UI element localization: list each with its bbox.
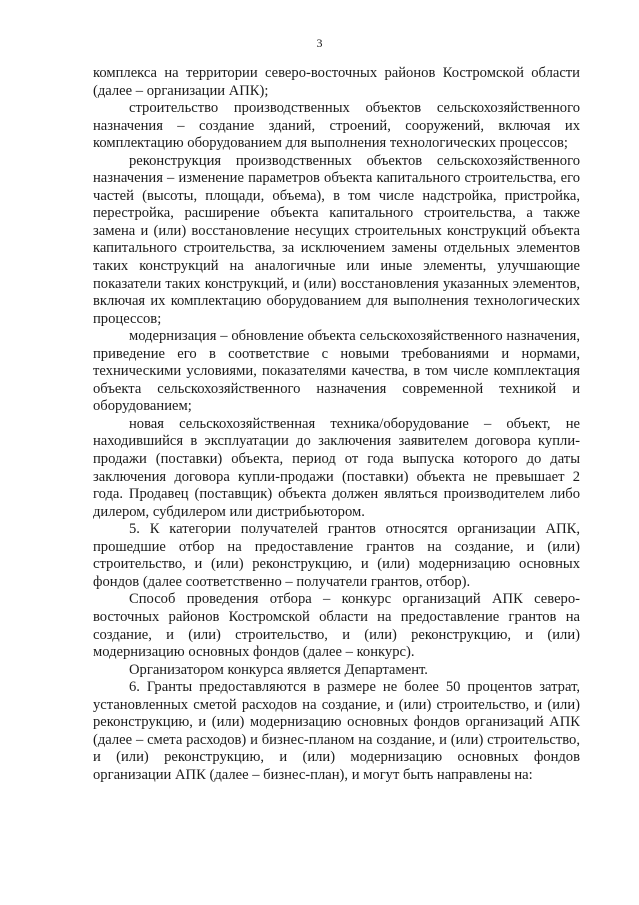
- paragraph-contest-organizer: Организатором конкурса является Департамент.: [129, 661, 428, 678]
- page-number: 3: [316, 36, 323, 50]
- paragraph-definition-reconstruction: реконструкция производственных объектов сельскохозяйственного назначения – изменение параметров объекта капитального строительства, его частей (высоты, площади, объема), в том числе надстройка, пристройка, перестройка, расширение объекта капитального строительства, а также замена и (или) восстановление несущих строительных конструкций объекта капитального строительства, за исключением замены отдельных элементов таких конструкций на аналогичные или иные элементы, улучшающие показатели таких конструкций, и (или) восстановления указанных элементов, включая их комплектацию оборудованием для выполнения технологических процессов;: [93, 152, 580, 327]
- paragraph-definition-construction: строительство производственных объектов сельскохозяйственного назначения – создание зданий, строений, сооружений, включая их комплектацию оборудованием для выполнения технологических процессов;: [93, 100, 580, 152]
- paragraph-definition-new-equipment: новая сельскохозяйственная техника/оборудование – объект, не находившийся в эксплуатации до заключения заявителем договора купли-продажи (поставки) объекта, период от года выпуска которого до даты заключения договора купли-продажи (поставки) объекта не превышает 2 года. Продавец (поставщик) объекта должен являться производителем либо дилером, субдилером или дистрибьютором.: [93, 415, 580, 520]
- paragraph-selection-method: Способ проведения отбора – конкурс организаций АПК северо-восточных районов Костромской области на предоставление грантов на создание, и (или) строительство, и (или) реконструкцию, и (или) модернизацию основных фондов (далее – конкурс).: [93, 591, 580, 661]
- paragraph-clause-6-grant-size: 6. Гранты предоставляются в размере не более 50 процентов затрат, установленных сметой расходов на создание, и (или) строительство, и (или) реконструкцию, и (или) модернизацию основных фондов организаций АПК (далее – смета расходов) и бизнес-планом на создание, и (или) строительство, и (или) реконструкцию, и (или) модернизацию основных фондов организации АПК (далее – бизнес-план), и могут быть направлены на:: [93, 679, 580, 783]
- paragraph-continuation-apk-organizations: комплекса на территории северо-восточных районов Костромской области (далее – организации АПК);: [93, 65, 580, 99]
- paragraph-definition-modernization: модернизация – обновление объекта сельскохозяйственного назначения, приведение его в соответствие с новыми требованиями и нормами, техническими условиями, показателями качества, в том числе комплектация объекта сельскохозяйственного назначения современной техникой и оборудованием;: [93, 328, 580, 415]
- document-body: [93, 65, 580, 784]
- paragraph-clause-5-recipients: 5. К категории получателей грантов относятся организации АПК, прошедшие отбор на предоставление грантов на создание, и (или) строительство, и (или) реконструкцию, и (или) модернизацию основных фондов (далее соответственно – получатели грантов, отбор).: [93, 521, 580, 590]
